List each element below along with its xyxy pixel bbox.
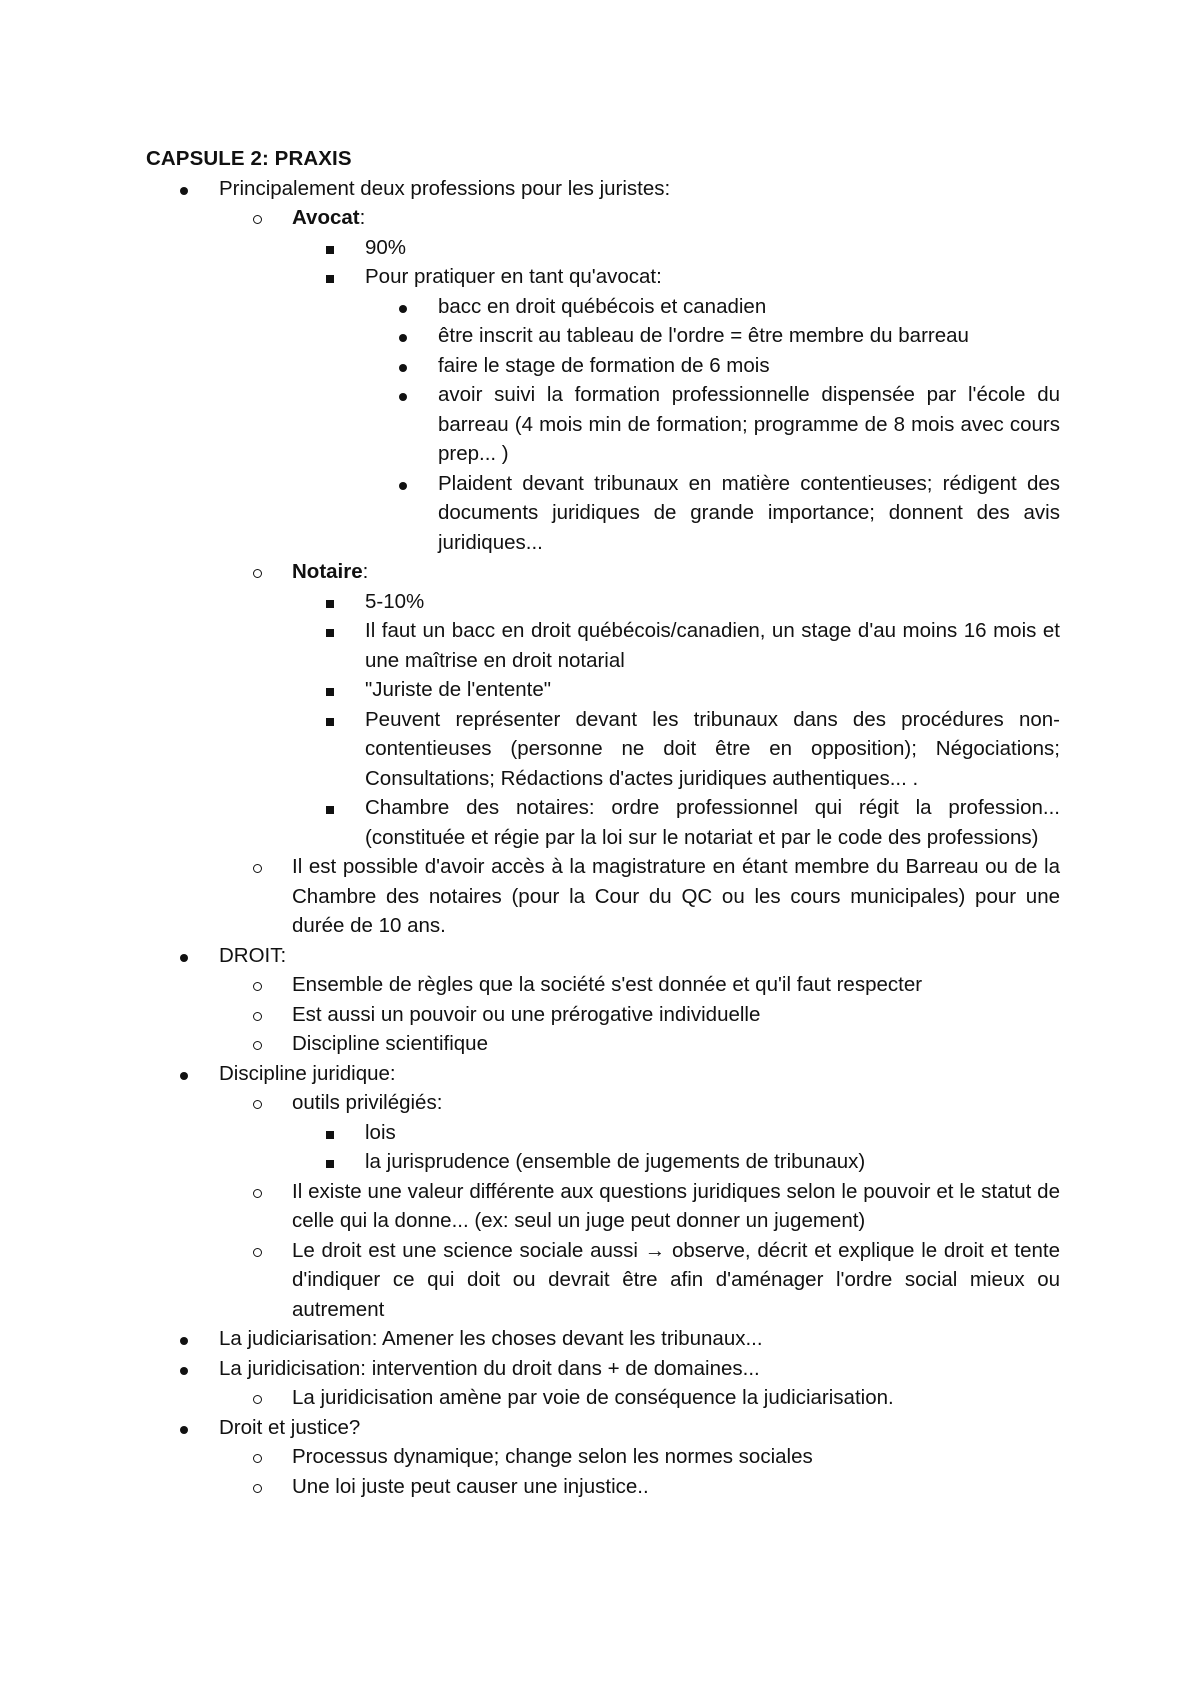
list-item — [146, 174, 1060, 204]
list-item — [146, 292, 1060, 322]
list-item-text: La judiciarisation: Amener les choses devant les tribunaux... — [219, 1327, 763, 1350]
list-item-text: Est aussi un pouvoir ou une prérogative individuelle — [292, 1002, 761, 1026]
list-item-text: 5-10% — [365, 589, 425, 613]
bullet-disc-icon — [174, 1059, 194, 1089]
list-item-text: La juridicisation amène par voie de conséquence la judiciarisation. — [292, 1386, 894, 1409]
bullet-disc-icon — [393, 380, 413, 410]
bullet-circle-icon — [247, 1029, 267, 1059]
list-item-text: la jurisprudence (ensemble de jugements de tribunaux) — [365, 1150, 866, 1173]
list-item — [146, 705, 1060, 794]
bullet-circle-icon — [247, 1236, 267, 1266]
list-item — [146, 675, 1060, 705]
bullet-circle-icon — [247, 1177, 267, 1207]
bullet-disc-icon — [174, 941, 194, 971]
list-item-text: Peuvent représenter devant les tribunaux dans des procédures non-contentieuses (personne ne doit être en opposition); Négociations; Consultations; Rédactions d'actes juridiques authentiques... . — [365, 707, 1060, 790]
bullet-disc-icon — [393, 292, 413, 322]
bullet-square-icon — [320, 262, 340, 292]
list-item — [146, 1088, 1060, 1118]
bullet-square-icon — [320, 705, 340, 735]
bullet-circle-icon — [247, 1442, 267, 1472]
list-item — [146, 970, 1060, 1000]
list-item-text: "Juriste de l'entente" — [365, 678, 551, 701]
list-item — [146, 557, 1060, 587]
bullet-square-icon — [320, 793, 340, 823]
bullet-disc-icon — [393, 351, 413, 381]
list-item-text: Ensemble de règles que la société s'est donnée et qu'il faut respecter — [292, 973, 923, 996]
list-item — [146, 233, 1060, 263]
bullet-disc-icon — [174, 174, 194, 204]
bullet-square-icon — [320, 675, 340, 705]
list-item-text: Droit et justice? — [219, 1415, 361, 1439]
list-item — [146, 1354, 1060, 1384]
list-item — [146, 1029, 1060, 1059]
list-item — [146, 852, 1060, 941]
list-item-heading: Avocat — [292, 206, 360, 229]
page-title: CAPSULE 2: PRAXIS — [146, 147, 352, 170]
bullet-disc-icon — [174, 1413, 194, 1443]
list-item-text: Principalement deux professions pour les juristes: — [219, 176, 671, 200]
bullet-circle-icon — [247, 1088, 267, 1118]
bullet-circle-icon — [247, 970, 267, 1000]
bullet-list — [146, 174, 1060, 1502]
bullet-circle-icon — [247, 203, 267, 233]
list-item-text: Pour pratiquer en tant qu'avocat: — [365, 265, 662, 288]
list-item-text: Processus dynamique; change selon les normes sociales — [292, 1445, 813, 1468]
bullet-square-icon — [320, 1118, 340, 1148]
list-item-text: : — [362, 560, 369, 583]
list-item — [146, 262, 1060, 292]
list-item-text: La juridicisation: intervention du droit dans + de domaines... — [219, 1356, 760, 1380]
bullet-disc-icon — [174, 1324, 194, 1354]
list-item-text: outils privilégiés: — [292, 1091, 443, 1114]
list-item-text: Chambre des notaires: ordre professionnel qui régit la profession... (constituée et régie par la loi sur le notariat et par le code des professions) — [365, 796, 1060, 849]
list-item-text: : — [359, 206, 366, 229]
bullet-disc-icon — [393, 321, 413, 351]
list-item-text: DROIT: — [219, 943, 287, 967]
list-item — [146, 1383, 1060, 1413]
list-item-text: Il est possible d'avoir accès à la magistrature en étant membre du Barreau ou de la Chambre des notaires (pour la Cour du QC ou les cours municipales) pour une durée de 10 ans. — [292, 855, 1060, 937]
list-item — [146, 1442, 1060, 1472]
document-content — [146, 144, 1060, 1501]
list-item — [146, 793, 1060, 852]
list-item-text: Il faut un bacc en droit québécois/canadien, un stage d'au moins 16 mois et une maîtrise en droit notarial — [365, 619, 1060, 672]
list-item-text: Le droit est une science sociale aussi → observe, décrit et explique le droit et tente d'indiquer ce qui doit ou devrait être afin d'aménager l'ordre social mieux ou autrement — [292, 1238, 1060, 1321]
list-item — [146, 1236, 1060, 1325]
list-item — [146, 1059, 1060, 1089]
list-item — [146, 380, 1060, 469]
list-item-text: lois — [365, 1120, 396, 1144]
bullet-circle-icon — [247, 1383, 267, 1413]
list-item — [146, 1324, 1060, 1354]
bullet-circle-icon — [247, 852, 267, 882]
list-item-text: avoir suivi la formation professionnelle dispensée par l'école du barreau (4 mois min de formation; programme de 8 mois avec cours prep... ) — [438, 383, 1060, 465]
list-item-heading: Notaire — [292, 560, 363, 583]
list-item — [146, 616, 1060, 675]
bullet-disc-icon — [393, 469, 413, 499]
list-item-text: faire le stage de formation de 6 mois — [438, 353, 770, 377]
list-item — [146, 469, 1060, 558]
list-item-text: bacc en droit québécois et canadien — [438, 294, 767, 318]
list-item — [146, 203, 1060, 233]
list-item — [146, 1177, 1060, 1236]
bullet-square-icon — [320, 616, 340, 646]
list-item — [146, 1472, 1060, 1502]
bullet-circle-icon — [247, 557, 267, 587]
bullet-disc-icon — [174, 1354, 194, 1384]
bullet-square-icon — [320, 1147, 340, 1177]
list-item-text: Discipline scientifique — [292, 1032, 488, 1055]
list-item-text: Il existe une valeur différente aux questions juridiques selon le pouvoir et le statut de celle qui la donne... (ex: seul un juge peut donner un jugement) — [292, 1179, 1060, 1232]
list-item — [146, 1118, 1060, 1148]
list-item — [146, 587, 1060, 617]
bullet-circle-icon — [247, 1472, 267, 1502]
list-item — [146, 1413, 1060, 1443]
list-item — [146, 1000, 1060, 1030]
list-item-text: Une loi juste peut causer une injustice.. — [292, 1474, 649, 1498]
list-item-text: Plaident devant tribunaux en matière contentieuses; rédigent des documents juridiques de grande importance; donnent des avis juridiques... — [438, 471, 1060, 554]
bullet-square-icon — [320, 233, 340, 263]
list-item — [146, 351, 1060, 381]
bullet-circle-icon — [247, 1000, 267, 1030]
list-item-text: 90% — [365, 235, 407, 259]
list-item — [146, 941, 1060, 971]
list-item-text: être inscrit au tableau de l'ordre = être membre du barreau — [438, 324, 969, 347]
bullet-square-icon — [320, 587, 340, 617]
list-item — [146, 321, 1060, 351]
list-item-text: Discipline juridique: — [219, 1061, 396, 1085]
list-item — [146, 1147, 1060, 1177]
